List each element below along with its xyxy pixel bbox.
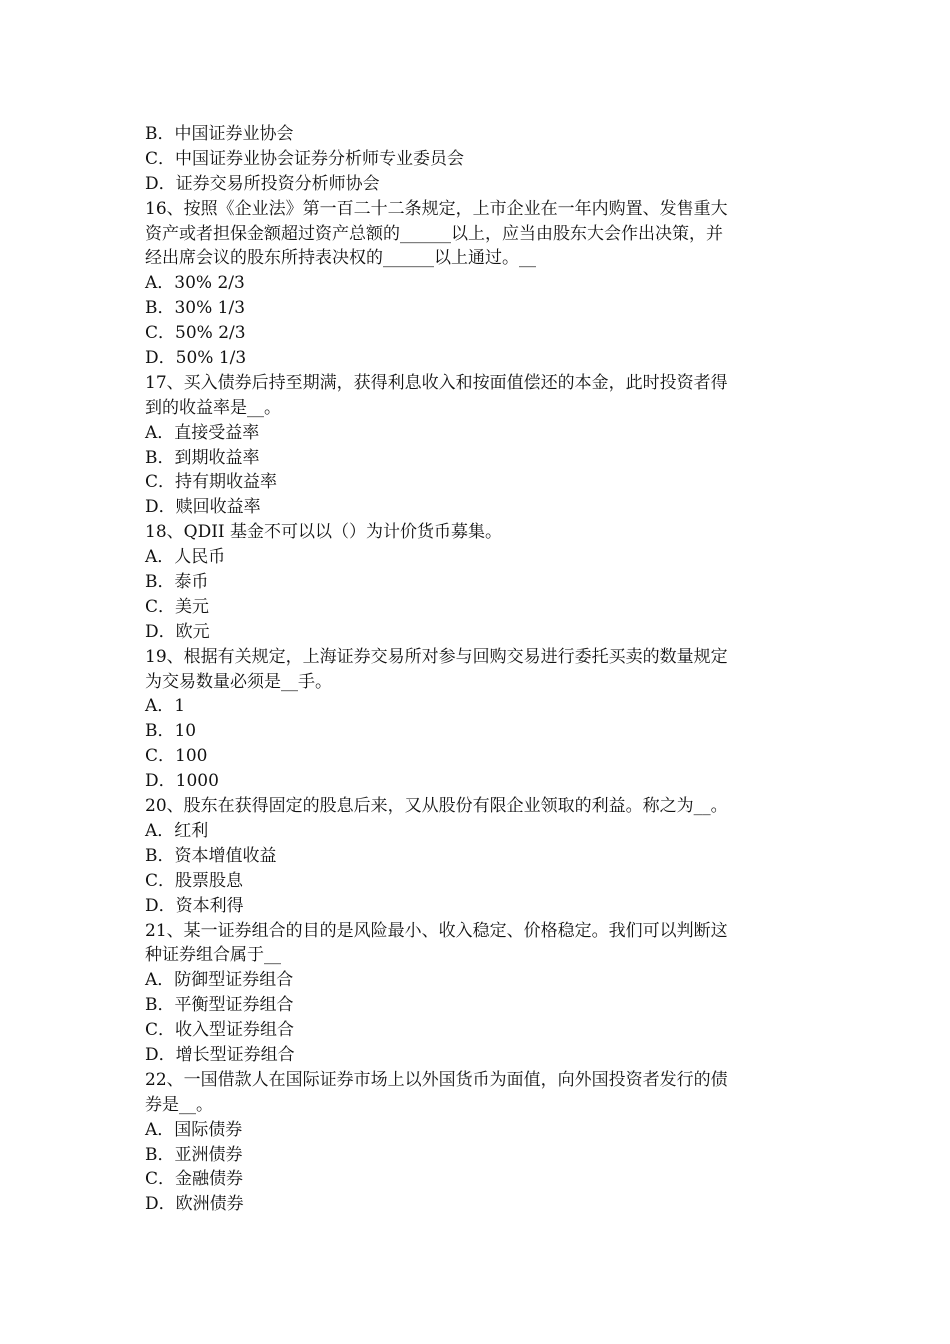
option-c: C．金融债券 (145, 1169, 244, 1190)
option-a: A．直接受益率 (145, 422, 260, 443)
option-d: D．欧洲债券 (145, 1194, 244, 1215)
question-text-line: 17、买入债券后持至期满，获得利息收入和按面值偿还的本金，此时投资者得 (145, 372, 728, 393)
option-b: B．到期收益率 (145, 447, 260, 468)
option-a: A．防御型证券组合 (145, 970, 294, 991)
option-b: B．30% 1/3 (145, 298, 246, 319)
option-d: D．增长型证券组合 (145, 1044, 295, 1065)
question-text-line: 19、根据有关规定，上海证券交易所对参与回购交易进行委托买卖的数量规定 (145, 646, 728, 667)
option-c: C．持有期收益率 (145, 472, 278, 493)
option-b: B．亚洲债券 (145, 1144, 243, 1165)
option-a: A．人民币 (145, 547, 226, 568)
option-b: B．资本增值收益 (145, 845, 277, 866)
option-line: D．证券交易所投资分析师协会 (145, 173, 380, 194)
option-b: B．泰币 (145, 572, 209, 593)
option-d: D．赎回收益率 (145, 497, 261, 518)
option-d: D．1000 (145, 771, 219, 792)
question-text-line: 16、按照《企业法》第一百二十二条规定，上市企业在一年内购置、发售重大 (145, 198, 728, 219)
question-text-line: 券是__。 (145, 1094, 213, 1115)
question-text-line: 资产或者担保金额超过资产总额的______以上，应当由股东大会作出决策，并 (145, 223, 723, 244)
option-c: C．收入型证券组合 (145, 1020, 295, 1041)
option-d: D．50% 1/3 (145, 348, 247, 369)
question-text-line: 22、一国借款人在国际证券市场上以外国货币为面值，向外国投资者发行的债 (145, 1069, 728, 1090)
option-b: B．平衡型证券组合 (145, 995, 294, 1016)
option-a: A．红利 (145, 820, 209, 841)
question-text-line: 种证券组合属于__ (145, 945, 281, 966)
option-c: C．美元 (145, 596, 210, 617)
option-c: C．股票股息 (145, 870, 244, 891)
question-21 (145, 919, 810, 1068)
option-b: B．10 (145, 721, 197, 742)
question-17 (145, 371, 810, 520)
option-a: A．国际债券 (145, 1119, 243, 1140)
option-line: C．中国证券业协会证券分析师专业委员会 (145, 148, 465, 169)
question-text-line: 18、QDII 基金不可以以（）为计价货币募集。 (145, 522, 503, 543)
question-20 (145, 794, 810, 918)
question-19 (145, 645, 810, 794)
question-22 (145, 1068, 810, 1217)
question-text-line: 经出席会议的股东所持表决权的______以上通过。__ (145, 248, 536, 269)
option-a: A．30% 2/3 (145, 273, 245, 294)
option-d: D．资本利得 (145, 895, 244, 916)
question-text-line: 为交易数量必须是__手。 (145, 671, 332, 692)
question-text-line: 20、股东在获得固定的股息后来，又从股份有限企业领取的利益。称之为__。 (145, 796, 728, 817)
top-options (145, 122, 810, 197)
question-text-line: 21、某一证券组合的目的是风险最小、收入稳定、价格稳定。我们可以判断这 (145, 920, 728, 941)
option-c: C．50% 2/3 (145, 323, 246, 344)
option-line: B．中国证券业协会 (145, 124, 294, 144)
option-d: D．欧元 (145, 621, 210, 642)
question-18 (145, 520, 810, 644)
question-16 (145, 197, 810, 371)
option-a: A．1 (145, 696, 186, 717)
question-text-line: 到的收益率是__。 (145, 397, 281, 418)
option-c: C．100 (145, 746, 208, 767)
document-page (145, 122, 810, 1217)
